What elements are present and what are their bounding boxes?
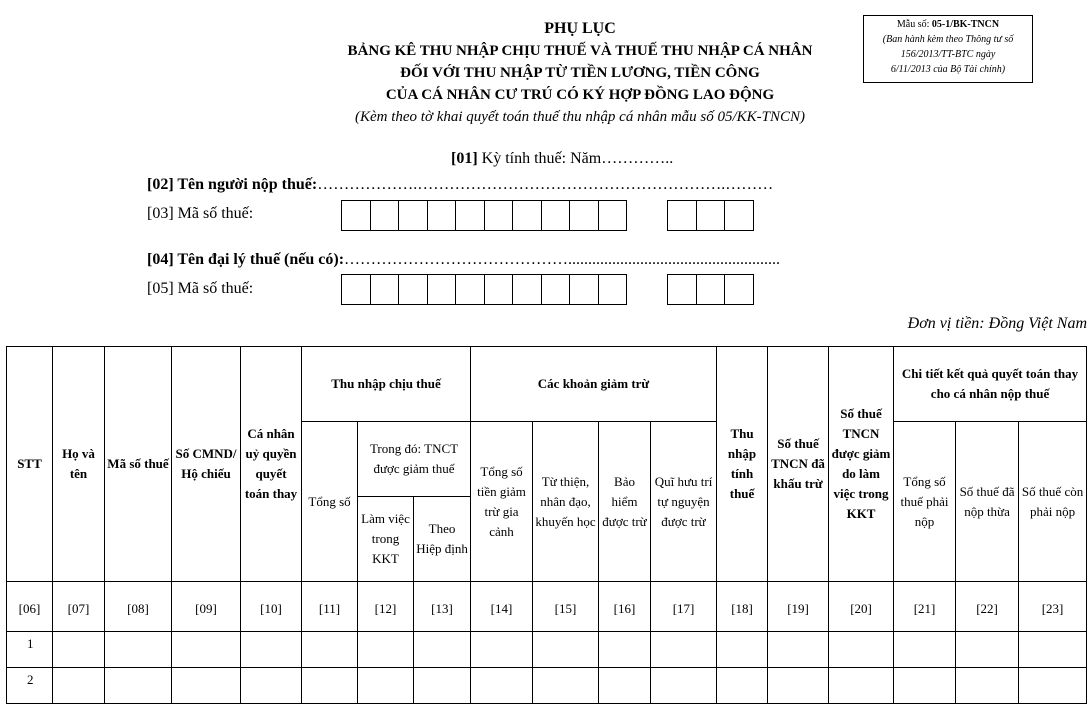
title-line-2: BẢNG KÊ THU NHẬP CHỊU THUẾ VÀ THUẾ THU NHẬP CÁ NHÂN (347, 43, 813, 59)
col-number: [19] (768, 582, 829, 632)
tax-code-cell[interactable] (341, 200, 371, 231)
header-total: Tổng số (302, 422, 358, 582)
table-cell[interactable] (302, 632, 358, 668)
agent-tax-code-cell[interactable] (341, 274, 371, 305)
header-agreement: Theo Hiệp định (414, 497, 471, 582)
agent-tax-code-cell[interactable] (512, 274, 542, 305)
header-settlement-details: Chi tiết kết quả quyết toán thay cho cá nhân nộp thuế (894, 347, 1087, 422)
table-cell[interactable] (105, 632, 172, 668)
table-cell[interactable] (241, 668, 302, 704)
field-03-label: [03] Mã số thuế: (147, 205, 254, 222)
table-cell[interactable] (1019, 668, 1087, 704)
col-number: [21] (894, 582, 956, 632)
col-number: [11] (302, 582, 358, 632)
tax-code-cell[interactable] (398, 200, 428, 231)
tax-code-cell[interactable] (512, 200, 542, 231)
table-cell[interactable] (768, 668, 829, 704)
title-subtitle: (Kèm theo tờ khai quyết toán thuế thu nhập cá nhân mẫu số 05/KK-TNCN) (354, 109, 806, 125)
tax-code-suffix-cell[interactable] (724, 200, 754, 231)
tax-code-cell[interactable] (370, 200, 400, 231)
table-cell[interactable] (956, 632, 1019, 668)
header-tax-payable: Tổng số thuế phải nộp (894, 422, 956, 582)
table-cell[interactable] (894, 668, 956, 704)
field-04-label: [04] Tên đại lý thuế (nếu có): (147, 251, 345, 268)
form-code-note-1: (Ban hành kèm theo Thông tư số (882, 34, 1014, 45)
table-cell[interactable] (53, 632, 105, 668)
title-line-4: CỦA CÁ NHÂN CƯ TRÚ CÓ KÝ HỢP ĐỒNG LAO ĐỘNG (385, 87, 775, 103)
title-block (270, 18, 890, 128)
field-04-agent-name[interactable] (147, 251, 780, 269)
title-appendix: PHỤ LỤC (544, 20, 616, 37)
header-tax-overpaid: Số thuế đã nộp thừa (956, 422, 1019, 582)
col-number: [18] (717, 582, 768, 632)
field-03-tax-code-suffix-boxes[interactable] (668, 200, 754, 231)
agent-tax-code-cell[interactable] (569, 274, 599, 305)
agent-tax-code-cell[interactable] (484, 274, 514, 305)
col-number: [12] (358, 582, 414, 632)
table-cell[interactable] (533, 632, 599, 668)
header-family-deduction: Tổng số tiền giảm trừ gia cảnh (471, 422, 533, 582)
table-cell[interactable] (471, 632, 533, 668)
form-code: 05-1/BK-TNCN (931, 19, 1000, 30)
header-pension-fund: Quĩ hưu trí tự nguyện được trừ (651, 422, 717, 582)
table-row (7, 632, 1087, 668)
table-cell[interactable] (956, 668, 1019, 704)
table-cell[interactable] (358, 668, 414, 704)
agent-tax-code-suffix-cell[interactable] (724, 274, 754, 305)
col-number: [07] (53, 582, 105, 632)
header-insurance: Bảo hiểm được trừ (599, 422, 651, 582)
tax-code-cell[interactable] (569, 200, 599, 231)
agent-tax-code-cell[interactable] (598, 274, 628, 305)
col-number: [06] (7, 582, 53, 632)
table-cell[interactable] (599, 668, 651, 704)
table-cell[interactable] (894, 632, 956, 668)
header-id-number: Số CMND/ Hộ chiếu (172, 347, 241, 582)
agent-tax-code-suffix-cell[interactable] (696, 274, 726, 305)
field-05-tax-code-boxes[interactable] (342, 274, 627, 305)
field-05-label: [05] Mã số thuế: (147, 280, 254, 297)
table-cell[interactable] (105, 668, 172, 704)
agent-tax-code-cell[interactable] (370, 274, 400, 305)
table-row (7, 668, 1087, 704)
col-number: [15] (533, 582, 599, 632)
header-taxable-income: Thu nhập chịu thuế (302, 347, 471, 422)
table-cell[interactable] (717, 632, 768, 668)
tax-code-cell[interactable] (541, 200, 571, 231)
col-number: [20] (829, 582, 894, 632)
table-cell[interactable] (414, 668, 471, 704)
row-stt: 2 (7, 668, 53, 704)
title-line-3: ĐỐI VỚI THU NHẬP TỪ TIỀN LƯƠNG, TIỀN CÔNG (400, 65, 760, 81)
header-work-in-kkt: Làm việc trong KKT (358, 497, 414, 582)
agent-tax-code-suffix-cell[interactable] (667, 274, 697, 305)
table-cell[interactable] (471, 668, 533, 704)
col-number: [13] (414, 582, 471, 632)
table-cell[interactable] (302, 668, 358, 704)
tax-code-cell[interactable] (427, 200, 457, 231)
field-02-label: [02] Tên người nộp thuế: (147, 176, 318, 193)
field-01-label: [01] (451, 150, 478, 167)
table-cell[interactable] (651, 668, 717, 704)
table-cell[interactable] (533, 668, 599, 704)
field-02-taxpayer-name[interactable] (147, 176, 773, 194)
tax-code-cell[interactable] (455, 200, 485, 231)
col-number: [22] (956, 582, 1019, 632)
field-01-text: Kỳ tính thuế: Năm………….. (477, 150, 674, 167)
header-tax-withheld: Số thuế TNCN đã khấu trừ (768, 347, 829, 582)
column-number-row (7, 582, 1087, 632)
income-tax-table (6, 346, 1087, 704)
col-number: [17] (651, 582, 717, 632)
header-reduced-income: Trong đó: TNCT được giảm thuế (358, 422, 471, 497)
table-cell[interactable] (241, 632, 302, 668)
table-cell[interactable] (599, 632, 651, 668)
col-number: [10] (241, 582, 302, 632)
tax-code-suffix-cell[interactable] (696, 200, 726, 231)
field-02-dots: ……………….………………………………………………….……… (317, 176, 774, 193)
col-number: [08] (105, 582, 172, 632)
header-full-name: Họ và tên (53, 347, 105, 582)
col-number: [23] (1019, 582, 1087, 632)
row-stt: 1 (7, 632, 53, 668)
col-number: [14] (471, 582, 533, 632)
agent-tax-code-cell[interactable] (455, 274, 485, 305)
table-cell[interactable] (53, 668, 105, 704)
table-cell[interactable] (651, 632, 717, 668)
form-code-label: Mẫu số: (896, 19, 930, 30)
header-tax-remaining: Số thuế còn phải nộp (1019, 422, 1087, 582)
col-number: [16] (599, 582, 651, 632)
field-01-period (451, 150, 673, 168)
table-cell[interactable] (829, 668, 894, 704)
agent-tax-code-cell[interactable] (541, 274, 571, 305)
header-tax-code: Mã số thuế (105, 347, 172, 582)
field-04-dots: ……………………………………..................................................... (344, 251, 781, 268)
table-cell[interactable] (358, 632, 414, 668)
tax-code-cell[interactable] (598, 200, 628, 231)
table-cell[interactable] (414, 632, 471, 668)
table-cell[interactable] (1019, 632, 1087, 668)
header-authorized-settlement: Cá nhân uỷ quyền quyết toán thay (241, 347, 302, 582)
field-03-tax-code-boxes[interactable] (342, 200, 627, 231)
currency-unit-note: Đơn vị tiền: Đồng Việt Nam (907, 315, 1087, 332)
header-charity: Từ thiện, nhân đạo, khuyến học (533, 422, 599, 582)
table-cell[interactable] (768, 632, 829, 668)
agent-tax-code-cell[interactable] (427, 274, 457, 305)
tax-code-suffix-cell[interactable] (667, 200, 697, 231)
header-assessable-income: Thu nhập tính thuế (717, 347, 768, 582)
table-cell[interactable] (717, 668, 768, 704)
form-code-note-3: 6/11/2013 của Bộ Tài chính) (890, 64, 1006, 75)
tax-code-cell[interactable] (484, 200, 514, 231)
header-deductions: Các khoản giảm trừ (471, 347, 717, 422)
agent-tax-code-cell[interactable] (398, 274, 428, 305)
table-cell[interactable] (829, 632, 894, 668)
field-05-tax-code-suffix-boxes[interactable] (668, 274, 754, 305)
header-tax-reduced-kkt: Số thuế TNCN được giảm do làm việc trong KKT (829, 347, 894, 582)
table-cell[interactable] (172, 668, 241, 704)
col-number: [09] (172, 582, 241, 632)
table-cell[interactable] (172, 632, 241, 668)
form-code-note-2: 156/2013/TT-BTC ngày (900, 49, 996, 60)
header-stt: STT (7, 347, 53, 582)
